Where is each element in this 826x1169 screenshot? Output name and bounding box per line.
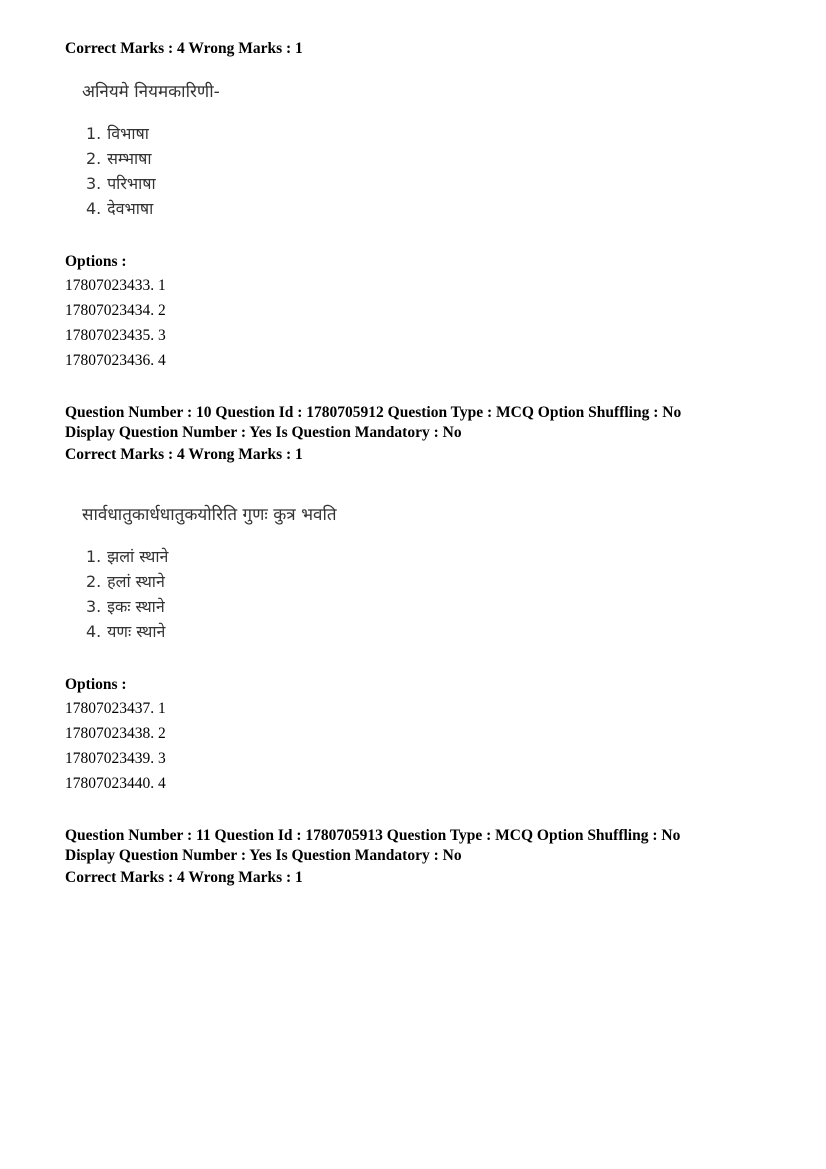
choice-number: 3. [86, 174, 102, 193]
marks-line: Correct Marks : 4 Wrong Marks : 1 [65, 40, 303, 57]
option-id-list [65, 696, 166, 796]
choice-number: 2. [86, 572, 102, 591]
choice-text: देवभाषा [107, 199, 154, 218]
marks-line: Correct Marks : 4 Wrong Marks : 1 [65, 446, 303, 463]
options-label: Options : [65, 676, 127, 693]
option-id: 17807023434. 2 [65, 302, 166, 319]
choice-item [86, 544, 168, 569]
choice-number: 2. [86, 149, 102, 168]
option-id: 17807023435. 3 [65, 327, 166, 344]
choice-number: 3. [86, 597, 102, 616]
option-id: 17807023438. 2 [65, 725, 166, 742]
choice-item [86, 121, 156, 146]
choice-text: सम्भाषा [107, 149, 152, 168]
choice-item [86, 196, 156, 221]
option-id: 17807023437. 1 [65, 700, 166, 717]
options-label: Options : [65, 253, 127, 270]
choice-item [86, 569, 168, 594]
question-text: सार्वधातुकार्धधातुकयोरिति गुणः कुत्र भवति [82, 505, 337, 525]
choice-item [86, 171, 156, 196]
question-header-line-2: Display Question Number : Yes Is Question Mandatory : No [65, 847, 462, 864]
choice-text: विभाषा [107, 124, 149, 143]
question-header-line-1: Question Number : 11 Question Id : 1780705913 Question Type : MCQ Option Shuffling : No [65, 827, 681, 844]
option-id: 17807023440. 4 [65, 775, 166, 792]
choice-text: हलां स्थाने [107, 572, 165, 591]
choice-number: 4. [86, 199, 102, 218]
marks-line: Correct Marks : 4 Wrong Marks : 1 [65, 869, 303, 886]
choice-item [86, 146, 156, 171]
choice-number: 1. [86, 547, 102, 566]
option-id-list [65, 273, 166, 373]
option-id: 17807023436. 4 [65, 352, 166, 369]
choice-number: 1. [86, 124, 102, 143]
option-id: 17807023433. 1 [65, 277, 166, 294]
question-text: अनियमे नियमकारिणी- [82, 82, 220, 102]
question-header-line-2: Display Question Number : Yes Is Question Mandatory : No [65, 424, 462, 441]
choice-list [86, 121, 156, 221]
choice-text: यणः स्थाने [107, 622, 166, 641]
choice-number: 4. [86, 622, 102, 641]
option-id: 17807023439. 3 [65, 750, 166, 767]
choice-text: परिभाषा [107, 174, 156, 193]
choice-text: इकः स्थाने [107, 597, 165, 616]
choice-list [86, 544, 168, 644]
choice-item [86, 619, 168, 644]
choice-item [86, 594, 168, 619]
question-header-line-1: Question Number : 10 Question Id : 1780705912 Question Type : MCQ Option Shuffling : No [65, 404, 682, 421]
choice-text: झलां स्थाने [107, 547, 169, 566]
